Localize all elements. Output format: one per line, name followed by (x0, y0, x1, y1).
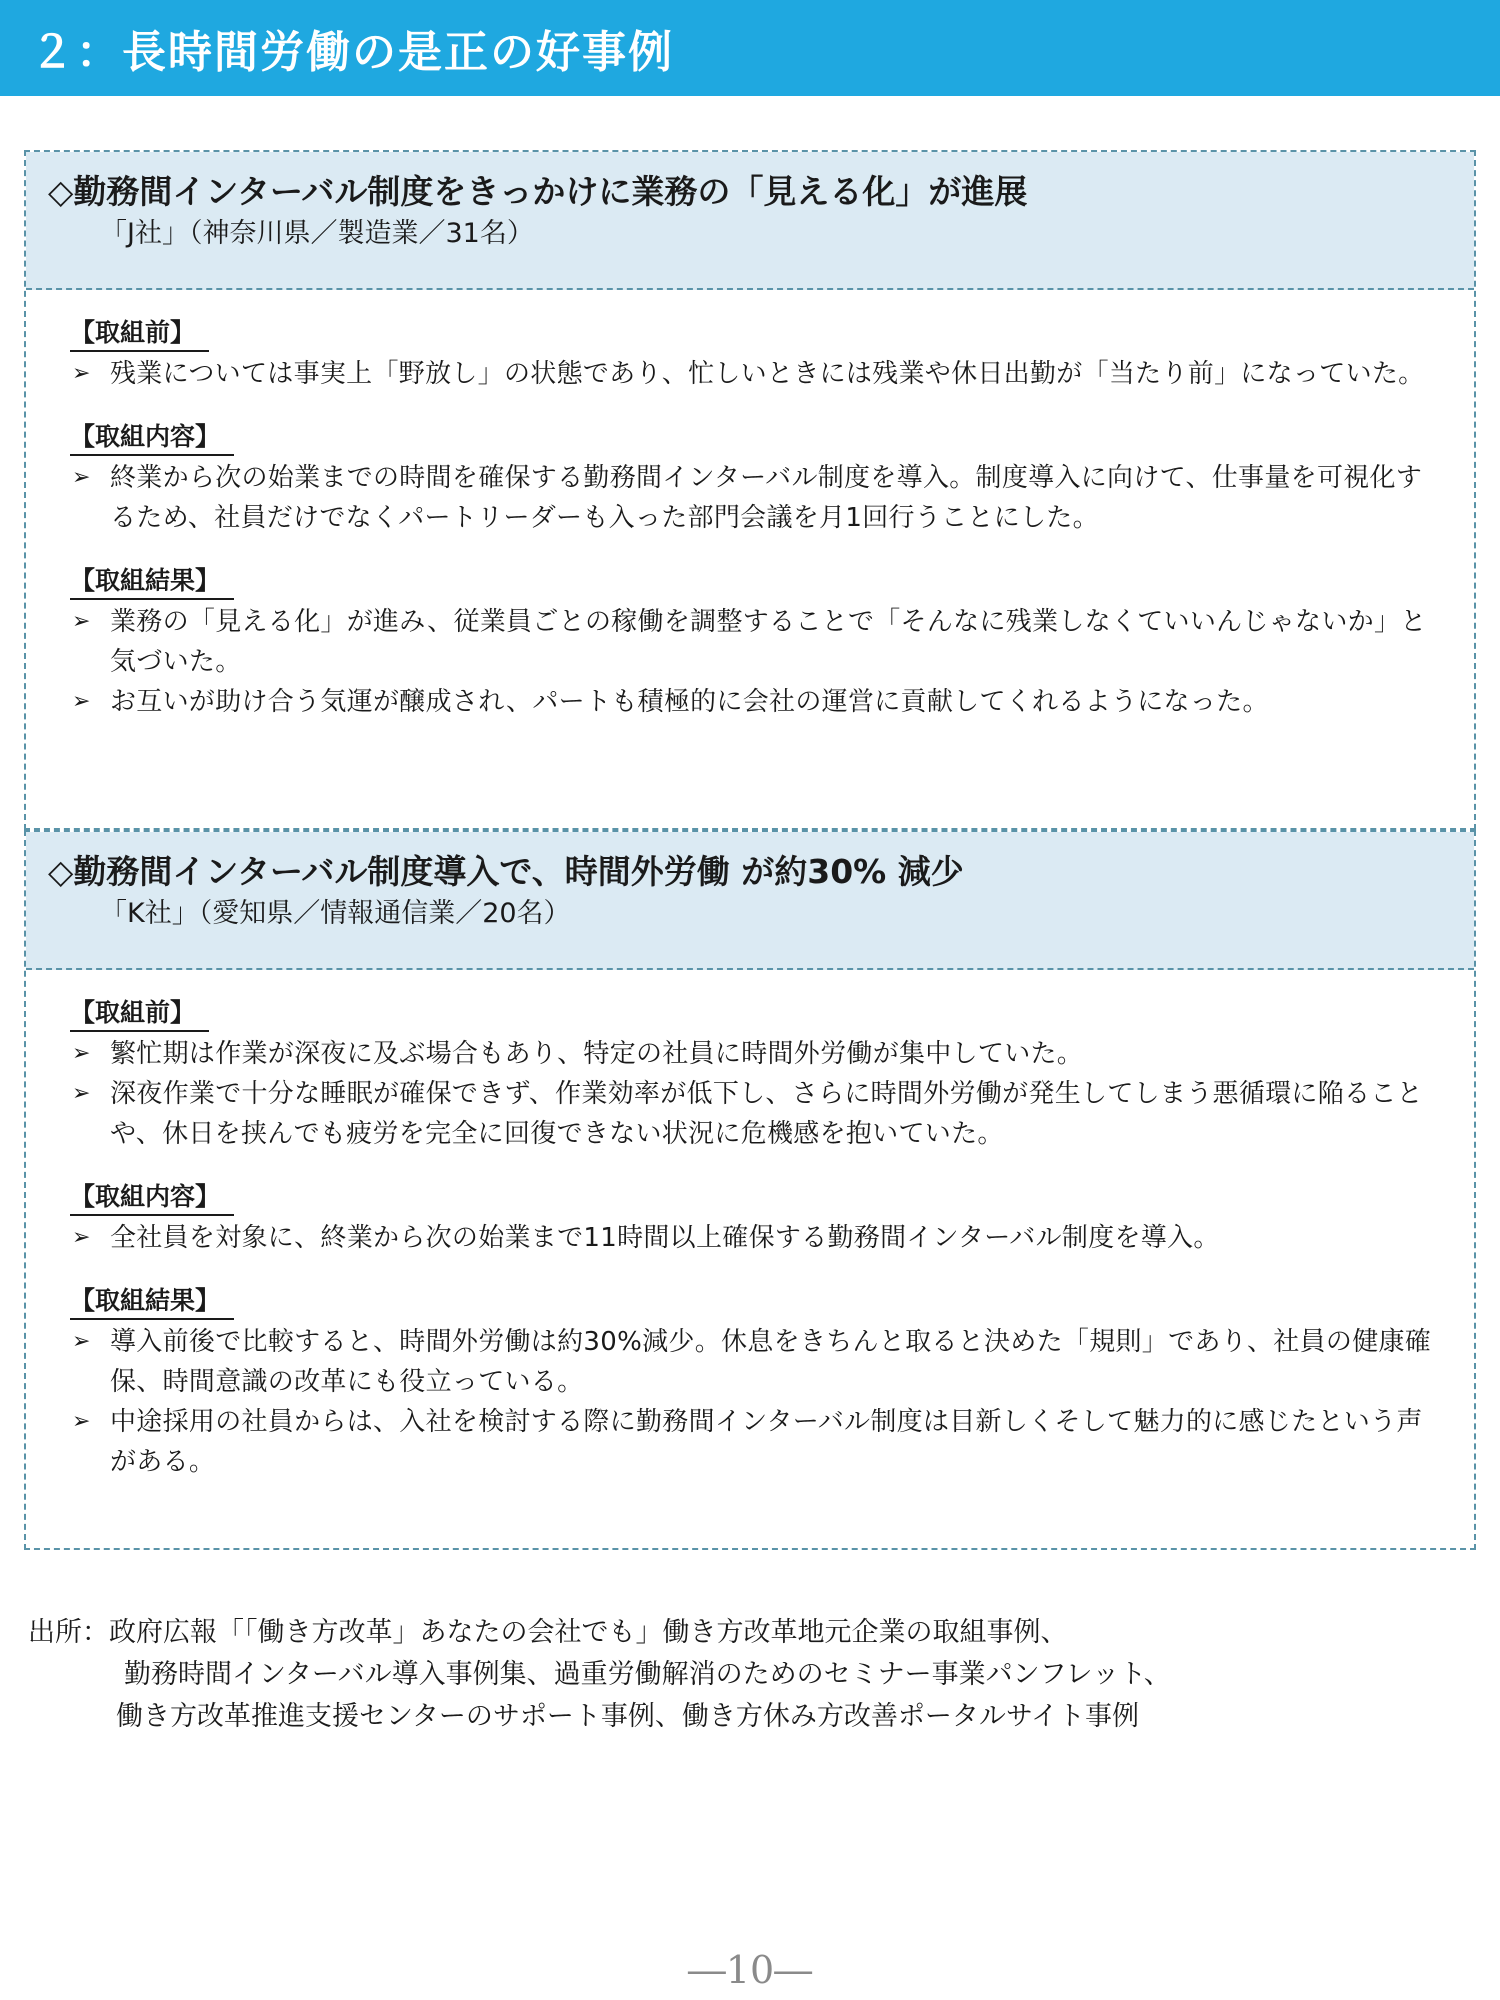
page-number: ―10― (687, 1948, 813, 1992)
section-result (48, 564, 1444, 722)
arrow-head-icon: ➢ (72, 1225, 91, 1250)
case-card-j (24, 150, 1476, 830)
list-item-text: 全社員を対象に、終業から次の始業まで11時間以上確保する勤務間インターバル制度を導入。 (110, 1223, 1220, 1253)
arrow-head-icon: ➢ (72, 1409, 91, 1434)
section-before (48, 996, 1444, 1154)
section-before (48, 316, 1444, 394)
case-company: 「K社」（愛知県／情報通信業／20名） (100, 898, 571, 929)
arrow-head-icon: ➢ (72, 609, 91, 634)
arrow-head-icon: ➢ (72, 361, 91, 386)
case-card-k (24, 830, 1476, 1550)
source-line: 出所：政府広報「「働き方改革」あなたの会社でも」働き方改革地元企業の取組事例、 (28, 1617, 1068, 1648)
case-body (26, 290, 1474, 722)
section-content (48, 1180, 1444, 1258)
list-item (48, 602, 1444, 682)
list-item-text: 深夜作業で十分な睡眠が確保できず、作業効率が低下し、さらに時間外労働が発生してしまう悪循環に陥ることや、休日を挟んでも疲労を完全に回復できない状況に危機感を抱いていた。 (110, 1079, 1423, 1149)
arrow-head-icon: ➢ (72, 689, 91, 714)
section-label: 【取組内容】 (70, 420, 234, 456)
arrow-head-icon: ➢ (72, 465, 91, 490)
list-item (48, 1034, 1444, 1074)
list-item-text: 業務の「見える化」が進み、従業員ごとの稼働を調整することで「そんなに残業しなくていいんじゃないか」と気づいた。 (110, 607, 1427, 677)
list-item-text: 中途採用の社員からは、入社を検討する際に勤務間インターバル制度は目新しくそして魅力的に感じたという声がある。 (110, 1407, 1423, 1477)
section-label: 【取組前】 (70, 996, 209, 1032)
page-title: ２：長時間労働の是正の好事例 (30, 27, 674, 78)
list-item (48, 458, 1444, 538)
section-result (48, 1284, 1444, 1482)
source-line: 勤務時間インターバル導入事例集、過重労働解消のためのセミナー事業パンフレット、 (124, 1659, 1171, 1690)
case-title: ◇勤務間インターバル制度導入で、時間外労働 が約30% 減少 (48, 852, 964, 891)
section-label: 【取組結果】 (70, 1284, 234, 1320)
case-header (26, 152, 1474, 290)
list-item (48, 1322, 1444, 1402)
list-item (48, 682, 1444, 722)
section-content (48, 420, 1444, 538)
case-title: ◇勤務間インターバル制度をきっかけに業務の「見える化」が進展 (48, 172, 1028, 211)
list-item (48, 1074, 1444, 1154)
case-company: 「J社」（神奈川県／製造業／31名） (100, 218, 534, 249)
list-item-text: 繁忙期は作業が深夜に及ぶ場合もあり、特定の社員に時間外労働が集中していた。 (110, 1039, 1084, 1069)
section-label: 【取組前】 (70, 316, 209, 352)
list-item (48, 1402, 1444, 1482)
list-item (48, 1218, 1444, 1258)
list-item-text: 残業については事実上「野放し」の状態であり、忙しいときには残業や休日出勤が「当たり前」になっていた。 (110, 359, 1425, 389)
list-item-text: 終業から次の始業までの時間を確保する勤務間インターバル制度を導入。制度導入に向けて、仕事量を可視化するため、社員だけでなくパートリーダーも入った部門会議を月1回行うことにした。 (110, 463, 1423, 533)
arrow-head-icon: ➢ (72, 1329, 91, 1354)
source-line: 働き方改革推進支援センターのサポート事例、働き方休み方改善ポータルサイト事例 (116, 1701, 1140, 1732)
arrow-head-icon: ➢ (72, 1081, 91, 1106)
case-header (26, 832, 1474, 970)
list-item (48, 354, 1444, 394)
section-label: 【取組結果】 (70, 564, 234, 600)
case-body (26, 970, 1474, 1482)
list-item-text: 導入前後で比較すると、時間外労働は約30%減少。休息をきちんと取ると決めた「規則」であり、社員の健康確保、時間意識の改革にも役立っている。 (110, 1327, 1432, 1397)
list-item-text: お互いが助け合う気運が醸成され、パートも積極的に会社の運営に貢献してくれるようになった。 (110, 687, 1269, 717)
arrow-head-icon: ➢ (72, 1041, 91, 1066)
source-note (28, 1612, 1468, 1738)
title-bar (0, 0, 1500, 96)
section-label: 【取組内容】 (70, 1180, 234, 1216)
